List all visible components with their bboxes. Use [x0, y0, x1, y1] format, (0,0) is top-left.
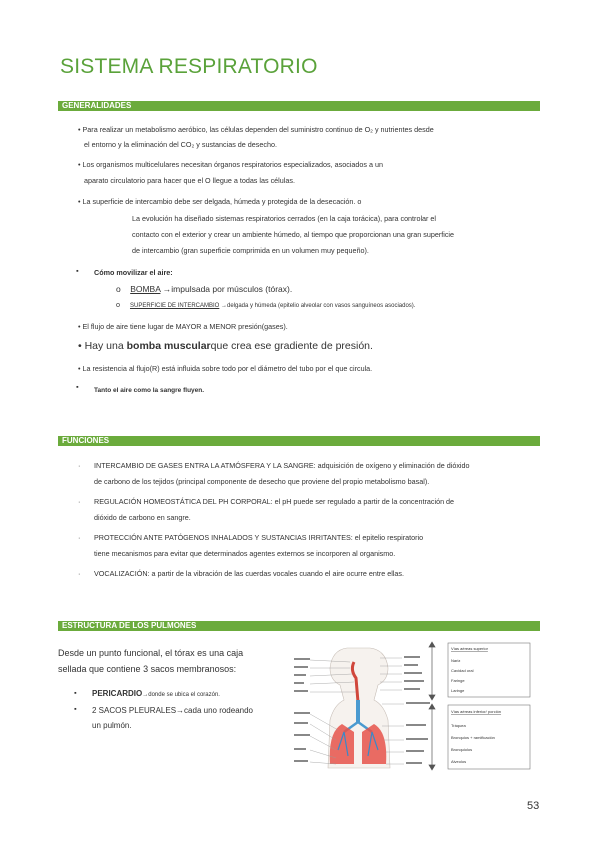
- bullet-icon: ·: [78, 569, 81, 578]
- upper-item-2: Faringe: [451, 678, 465, 683]
- section-header-generalidades: GENERALIDADES: [58, 101, 540, 111]
- superficie-desc: →delgada y húmeda (epitelio alveolar con vasos sanguíneos asociados).: [219, 303, 416, 309]
- lower-airway-title: Vías aéreas inferior/ porción: [451, 709, 502, 714]
- lower-item-0: Tráquea: [451, 723, 466, 728]
- gen-p3d: de intercambio (gran superficie comprimida en un volumen muy pequeño).: [132, 246, 369, 255]
- gen-p4-option1: o BOMBA →impulsada por músculos (tórax).: [116, 284, 293, 294]
- gen-p1a: • Para realizar un metabolismo aeróbico, las células dependen del suministro continuo de O₂ y nutrientes desde: [78, 125, 434, 134]
- fun-f2a: REGULACIÓN HOMEOSTÁTICA DEL PH CORPORAL: el pH puede ser regulado a partir de la concentración de: [94, 497, 455, 506]
- est-b2c: un pulmón.: [92, 721, 132, 730]
- lower-item-1: Bronquios + ramificación: [451, 735, 495, 740]
- bomba-term: BOMBA: [130, 284, 161, 294]
- fun-f4: VOCALIZACIÓN: a partir de la vibración de las cuerdas vocales cuando el aire ocurre entre ellas.: [94, 569, 405, 578]
- gen-p5: • El flujo de aire tiene lugar de MAYOR a MENOR presión(gases).: [78, 322, 288, 331]
- est-b2-term: 2 SACOS PLEURALES: [92, 706, 177, 715]
- est-intro1: Desde un punto funcional, el tórax es una caja: [58, 648, 244, 658]
- gen-p6-a: • Hay una: [78, 340, 127, 352]
- gen-p4: Cómo movilizar el aire:: [94, 268, 173, 277]
- gen-p8: Tanto el aire como la sangre fluyen.: [94, 387, 205, 394]
- est-b2-desc: →cada uno rodeando: [176, 706, 253, 715]
- bullet-icon: ▪: [74, 704, 77, 713]
- fun-f3a: PROTECCIÓN ANTE PATÓGENOS INHALADOS Y SUSTANCIAS IRRITANTES: el epitelio respiratorio: [94, 533, 424, 542]
- est-b1-term: PERICARDIO: [92, 689, 143, 698]
- gen-p7: • La resistencia al flujo(R) está influida sobre todo por el diámetro del tubo por el que circula.: [78, 364, 373, 373]
- gen-p2b: aparato circulatorio para hacer que el O llegue a todas las células.: [84, 176, 295, 185]
- fun-f3b: tiene mecanismos para evitar que determinados agentes externos se incorporen al organismo.: [94, 549, 396, 558]
- gen-p6-b: bomba muscular: [126, 340, 211, 352]
- bullet-icon: ▪: [74, 688, 77, 697]
- bullet-icon: ·: [78, 497, 81, 506]
- lower-item-3: Alveolos: [451, 759, 467, 764]
- fun-f1b: de carbono de los tejidos (principal componente de desecho que proviene del propio metabolismo basal).: [94, 477, 430, 486]
- respiratory-diagram: [292, 640, 542, 775]
- upper-item-0: Nariz: [451, 658, 461, 663]
- gen-p3a: • La superficie de intercambio debe ser delgada, húmeda y protegida de la desecación. o: [78, 197, 362, 206]
- bullet-icon: ▪: [76, 266, 79, 275]
- bullet-icon: ·: [78, 533, 81, 542]
- est-intro2: sellada que contiene 3 sacos membranosos:: [58, 664, 237, 674]
- gen-p6-c: que crea ese gradiente de presión.: [210, 340, 373, 352]
- est-b1: [92, 689, 220, 700]
- fun-f2b: dióxido de carbono en sangre.: [94, 513, 191, 522]
- upper-item-3: Laringe: [451, 688, 465, 693]
- est-b2: [92, 706, 253, 716]
- upper-airway-title: Vías aéreas superior: [451, 646, 488, 651]
- upper-item-1: Cavidad oral: [451, 668, 474, 673]
- bullet-icon: ▪: [76, 382, 79, 391]
- gen-p4-option2: o SUPERFICIE DE INTERCAMBIO →delgada y húmeda (epitelio alveolar con vasos sanguíneos asociados).: [116, 300, 416, 309]
- gen-p3c: contacto con el exterior y crear un ambiente húmedo, al tiempo que proporcionan una gran superficie: [132, 230, 455, 239]
- est-b1-desc: →donde se ubica el corazón.: [142, 692, 220, 698]
- gen-p6: [78, 341, 373, 351]
- bomba-desc: →impulsada por músculos (tórax).: [160, 284, 293, 294]
- superficie-term: SUPERFICIE DE INTERCAMBIO: [129, 303, 220, 309]
- gen-p3b: La evolución ha diseñado sistemas respiratorios cerrados (en la caja torácica), para controlar el: [132, 214, 437, 223]
- fun-f1a: INTERCAMBIO DE GASES ENTRA LA ATMÓSFERA Y LA SANGRE: adquisición de oxígeno y eliminación de dióxido: [94, 461, 470, 470]
- page-number: 53: [527, 800, 540, 812]
- gen-p2a: • Los organismos multicelulares necesitan órganos respiratorios especializados, asociados a un: [78, 160, 383, 169]
- bullet-icon: ·: [78, 461, 81, 470]
- section-header-estructura: ESTRUCTURA DE LOS PULMONES: [58, 621, 540, 631]
- gen-p1b: el entorno y la eliminación del CO₂ y sustancias de desecho.: [84, 140, 277, 149]
- lower-item-2: Bronquiolos: [451, 747, 473, 752]
- page-title: SISTEMA RESPIRATORIO: [60, 55, 318, 78]
- section-header-funciones: FUNCIONES: [58, 436, 540, 446]
